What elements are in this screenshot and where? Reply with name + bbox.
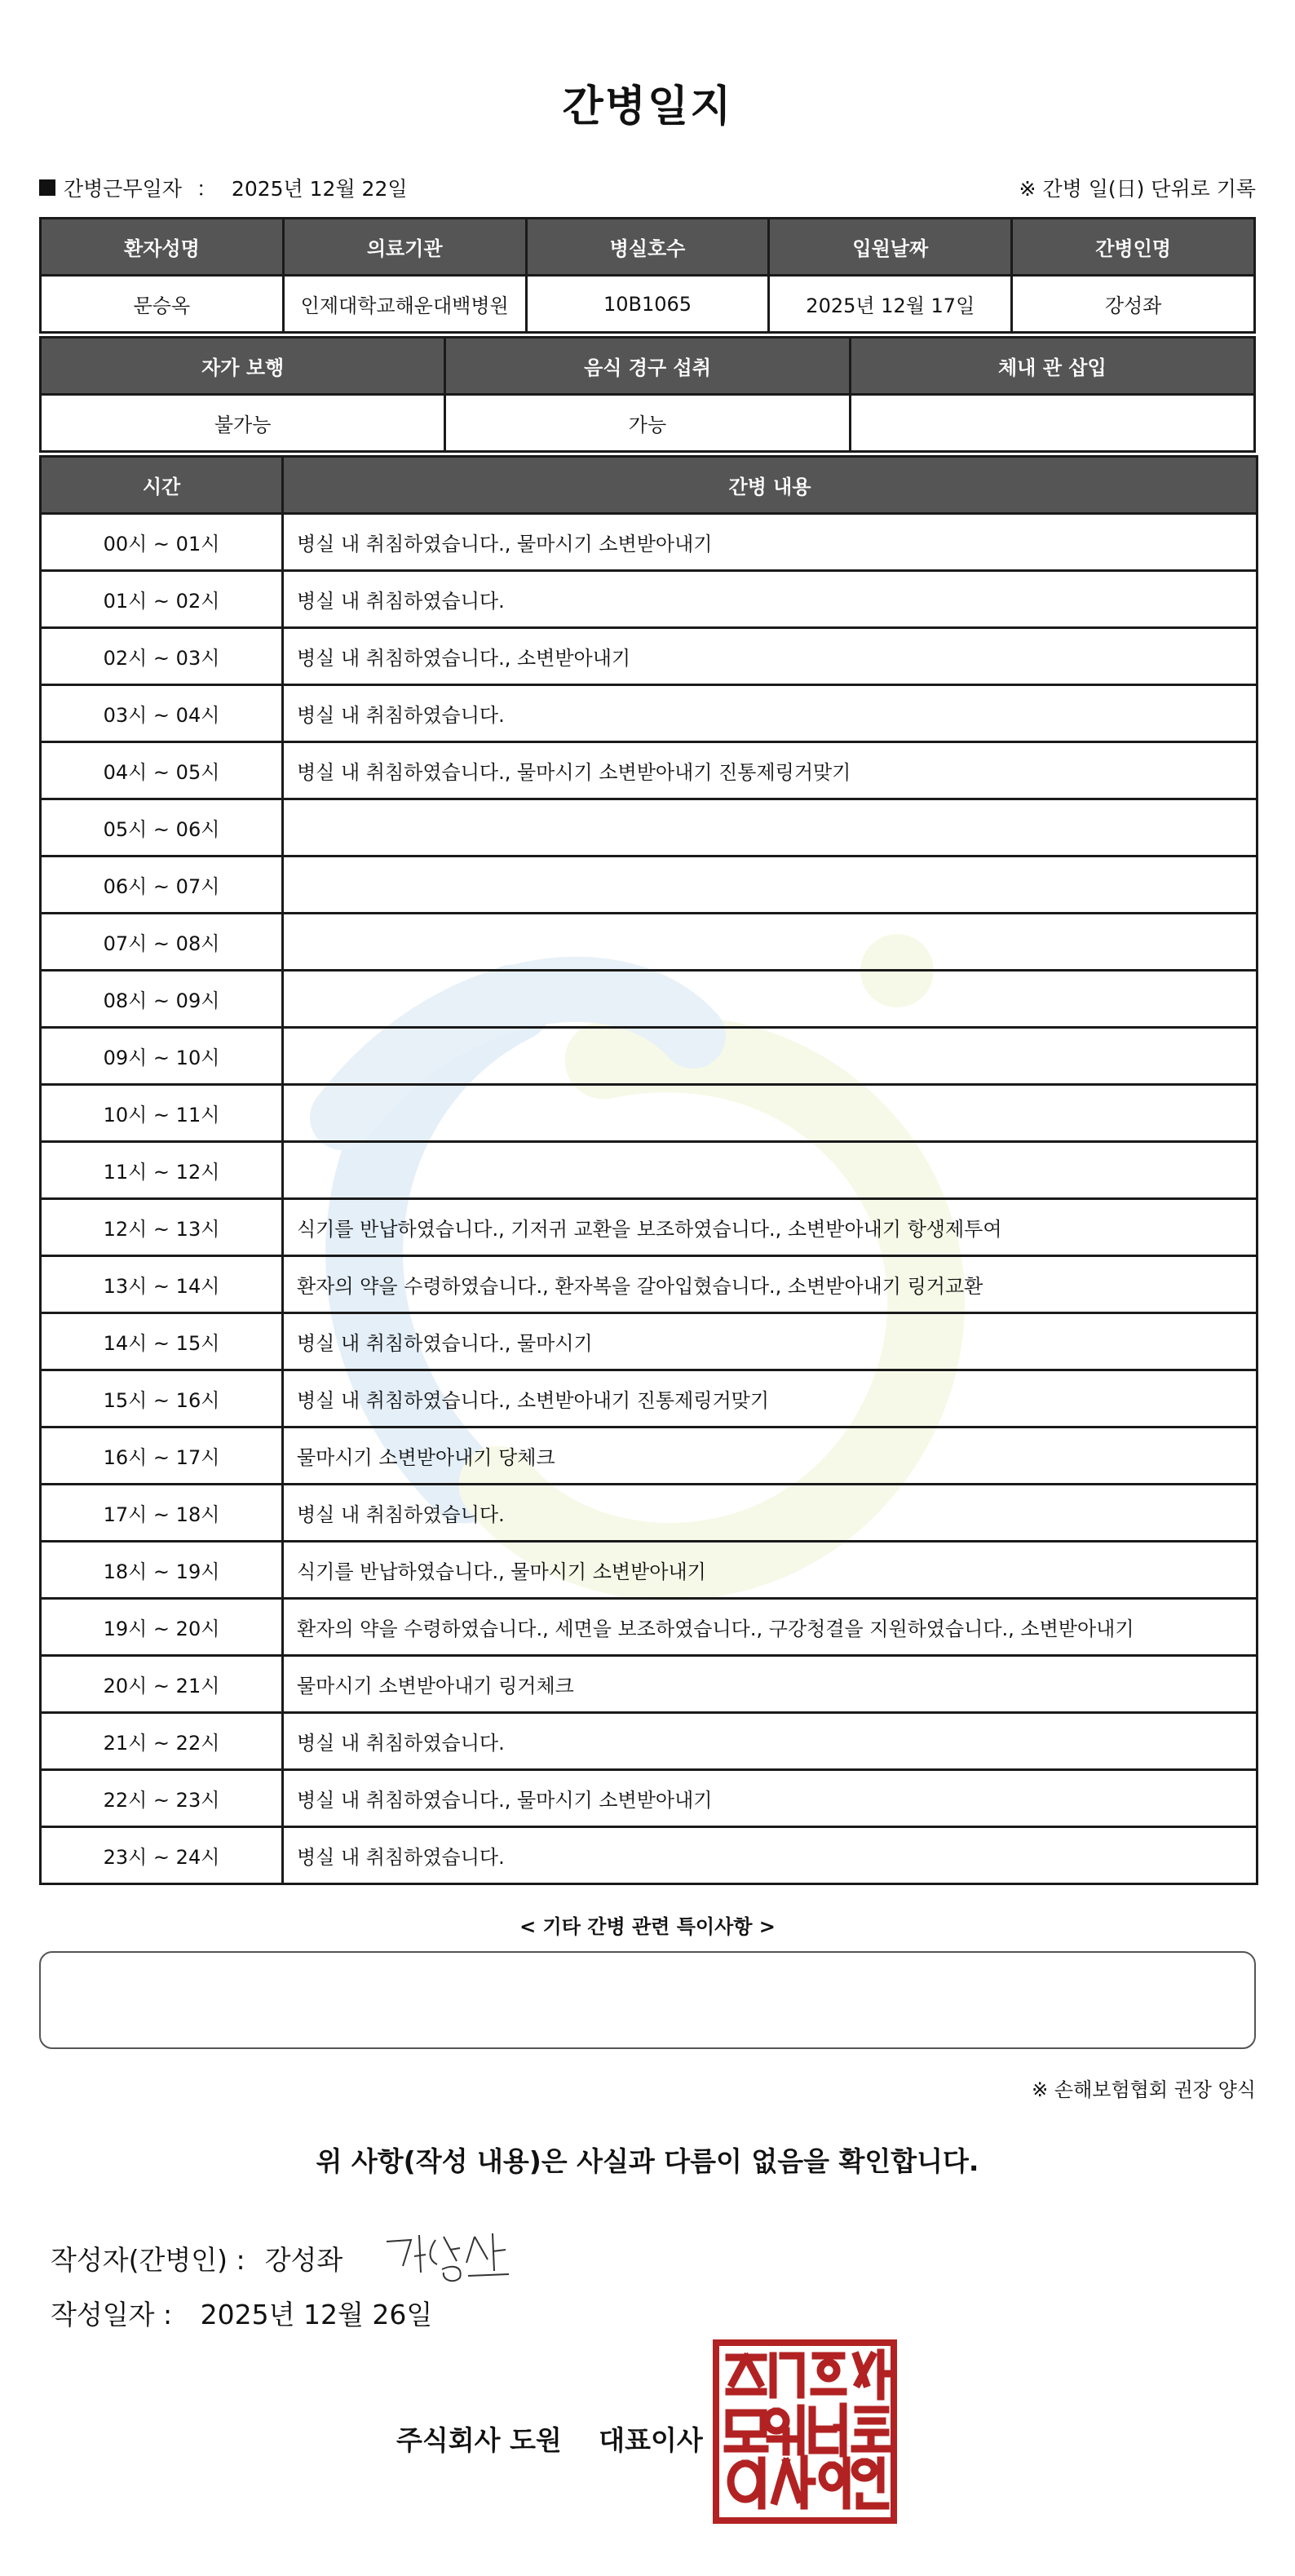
log-row [41,571,1257,628]
company-title: 대표이사 [599,2424,703,2456]
header-tube-insertion: 체내 관 삽입 [850,338,1254,395]
hospital-name: 인제대학교해운대백병원 [283,276,526,333]
log-time: 09시 ~ 10시 [41,1028,283,1085]
log-row [41,1542,1257,1599]
confirmation-statement: 위 사항(작성 내용)은 사실과 다름이 없음을 확인합니다. [316,2145,979,2177]
written-date-row [51,2294,432,2332]
header-caregiver-name: 간병인명 [1012,219,1255,276]
log-time: 08시 ~ 09시 [41,971,283,1028]
notes-box [39,1951,1256,2049]
log-content: 병실 내 취침하였습니다. [283,1713,1257,1770]
work-date-row [39,173,408,202]
log-content: 물마시기 소변받아내기 당체크 [283,1427,1257,1485]
company-name: 주식회사 도원 [396,2424,562,2456]
square-bullet-icon [39,179,55,196]
log-row [41,971,1257,1028]
log-time: 23시 ~ 24시 [41,1827,283,1884]
recommend-note: ※ 손해보험협회 권장 양식 [1032,2078,1256,2101]
room-number: 10B1065 [526,276,769,333]
log-time: 22시 ~ 23시 [41,1770,283,1827]
log-time: 18시 ~ 19시 [41,1542,283,1599]
log-time: 20시 ~ 21시 [41,1656,283,1713]
header-self-walking: 자가 보행 [41,338,445,395]
log-content: 병실 내 취침하였습니다., 물마시기 소변받아내기 진통제링거맞기 [283,742,1257,799]
header-oral-intake: 음식 경구 섭취 [445,338,850,395]
log-content: 병실 내 취침하였습니다. [283,571,1257,628]
log-content: 병실 내 취침하였습니다., 소변받아내기 [283,628,1257,685]
written-date-value: 2025년 12월 26일 [200,2299,433,2330]
log-time: 12시 ~ 13시 [41,1199,283,1256]
care-status-table [39,336,1256,453]
log-time: 06시 ~ 07시 [41,856,283,914]
log-time: 02시 ~ 03시 [41,628,283,685]
log-time: 00시 ~ 01시 [41,514,283,571]
header-care-content: 간병 내용 [283,457,1257,514]
author-label: 작성자(간병인) : [51,2243,245,2276]
work-date-label: 간병근무일자 [64,177,182,201]
company-signature-line [396,2419,703,2458]
author-row [51,2225,517,2291]
log-row [41,1370,1257,1427]
caregiver-name: 강성좌 [1012,276,1255,333]
log-row [41,514,1257,571]
log-content: 병실 내 취침하였습니다., 물마시기 소변받아내기 [283,514,1257,571]
log-content: 병실 내 취침하였습니다., 물마시기 [283,1313,1257,1370]
log-content: 병실 내 취침하였습니다. [283,1827,1257,1884]
log-time: 14시 ~ 15시 [41,1313,283,1370]
log-row [41,1713,1257,1770]
log-row [41,1485,1257,1542]
header-admission-date: 입원날짜 [769,219,1012,276]
log-time: 01시 ~ 02시 [41,571,283,628]
log-content [283,1142,1257,1199]
header-hospital: 의료기관 [283,219,526,276]
header-time: 시간 [41,457,283,514]
log-content [283,1085,1257,1142]
log-content: 병실 내 취침하였습니다. [283,1485,1257,1542]
log-content: 병실 내 취침하였습니다. [283,685,1257,742]
log-time: 07시 ~ 08시 [41,914,283,971]
log-time: 16시 ~ 17시 [41,1427,283,1485]
company-seal-stamp [711,2338,899,2525]
log-row [41,1313,1257,1370]
log-row [41,1199,1257,1256]
log-row [41,914,1257,971]
log-content [283,799,1257,856]
log-row [41,1085,1257,1142]
log-content: 물마시기 소변받아내기 링거체크 [283,1656,1257,1713]
self-walking-value: 불가능 [41,395,445,452]
log-row [41,1028,1257,1085]
log-row [41,1599,1257,1656]
log-time: 15시 ~ 16시 [41,1370,283,1427]
log-time: 21시 ~ 22시 [41,1713,283,1770]
log-content: 환자의 약을 수령하였습니다., 세면을 보조하였습니다., 구강청결을 지원하였습니다., 소변받아내기 [283,1599,1257,1656]
log-time: 05시 ~ 06시 [41,799,283,856]
log-time: 17시 ~ 18시 [41,1485,283,1542]
written-date-label: 작성일자 : [51,2299,173,2330]
log-content: 식기를 반납하였습니다., 물마시기 소변받아내기 [283,1542,1257,1599]
log-time: 11시 ~ 12시 [41,1142,283,1199]
care-log-table [39,455,1258,1885]
log-time: 03시 ~ 04시 [41,685,283,742]
log-content: 환자의 약을 수령하였습니다., 환자복을 갈아입혔습니다., 소변받아내기 링거교환 [283,1256,1257,1313]
log-time: 04시 ~ 05시 [41,742,283,799]
work-date-separator: ： [196,177,217,201]
log-row [41,1827,1257,1884]
log-content: 병실 내 취침하였습니다., 소변받아내기 진통제링거맞기 [283,1370,1257,1427]
header-room-number: 병실호수 [526,219,769,276]
log-row [41,1142,1257,1199]
log-row [41,742,1257,799]
oral-intake-value: 가능 [445,395,850,452]
log-row [41,856,1257,914]
page-title: 간병일지 [562,82,733,131]
patient-info-table [39,217,1256,334]
log-content [283,914,1257,971]
log-time: 19시 ~ 20시 [41,1599,283,1656]
log-time: 10시 ~ 11시 [41,1085,283,1142]
log-content [283,971,1257,1028]
log-row [41,685,1257,742]
notes-title: < 기타 간병 관련 특이사항 > [519,1915,776,1938]
log-content [283,856,1257,914]
log-row [41,1656,1257,1713]
log-row [41,1770,1257,1827]
log-row [41,628,1257,685]
log-content: 병실 내 취침하였습니다., 물마시기 소변받아내기 [283,1770,1257,1827]
work-date-value: 2025년 12월 22일 [231,177,408,201]
author-name: 강성좌 [264,2243,343,2276]
unit-note: ※ 간병 일(日) 단위로 기록 [1019,177,1256,201]
handwritten-signature [378,2225,517,2291]
header-patient-name: 환자성명 [41,219,284,276]
admission-date: 2025년 12월 17일 [769,276,1012,333]
care-log-body [41,514,1257,1884]
tube-insertion-value [850,395,1254,452]
patient-name: 문승옥 [41,276,284,333]
log-row [41,799,1257,856]
log-row [41,1427,1257,1485]
log-row [41,1256,1257,1313]
log-time: 13시 ~ 14시 [41,1256,283,1313]
log-content [283,1028,1257,1085]
log-content: 식기를 반납하였습니다., 기저귀 교환을 보조하였습니다., 소변받아내기 항생제투여 [283,1199,1257,1256]
